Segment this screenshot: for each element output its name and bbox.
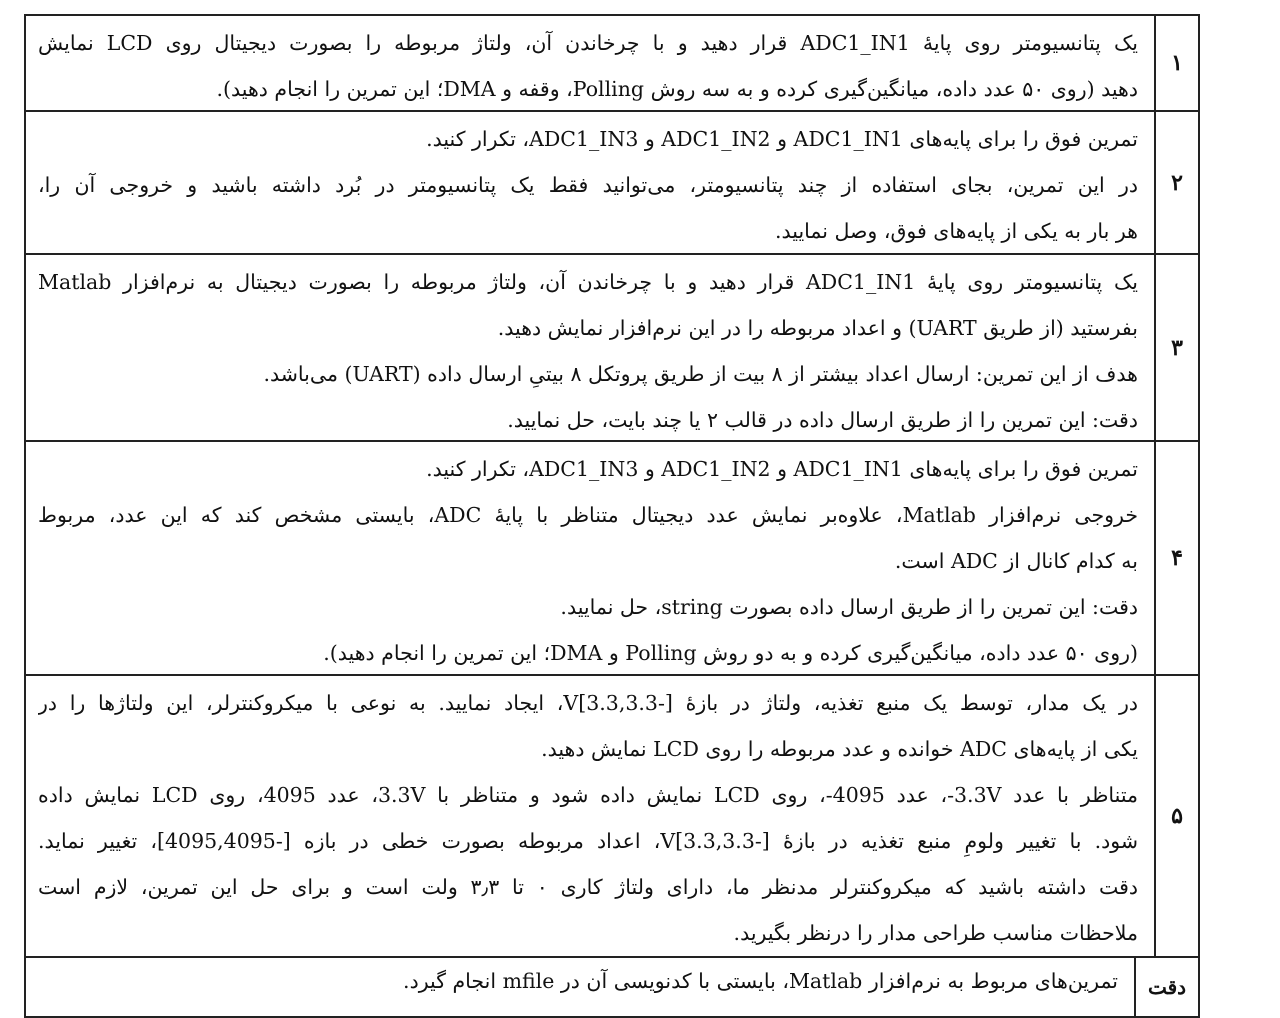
exercise-row-4 — [24, 442, 1200, 676]
text-line: دقت: این تمرین را از طریق ارسال داده در قالب ۲ یا چند بایت، حل نمایید. — [507, 408, 1138, 432]
text-line: دهید (روی ۵۰ عدد داده، میانگین‌گیری کرده و به سه روش Polling، وقفه و DMA؛ این تمرین را انجام دهید). — [216, 77, 1138, 101]
exercise-row-5 — [24, 676, 1200, 958]
text-line: تمرین فوق را برای پایه‌های ADC1_IN1 و ADC1_IN2 و ADC1_IN3، تکرار کنید. — [426, 127, 1138, 151]
text-line: در این تمرین، بجای استفاده از چند پتانسیومتر، می‌توانید فقط یک پتانسیومتر در بُرد داشته باشید و خروجی آن را، — [38, 173, 1138, 197]
text-line: در یک مدار، توسط یک منبع تغذیه، ولتاژ در بازهٔ [-3.3,3.3]V، ایجاد نمایید. به نوعی با میکروکنترلر، این ولتاژها را در — [38, 691, 1138, 715]
text-line: دقت: این تمرین را از طریق ارسال داده بصورت string، حل نمایید. — [560, 595, 1138, 619]
exercise-table — [24, 14, 1200, 1018]
text-line: هدف از این تمرین: ارسال اعداد بیشتر از ۸ بیت از طریق پروتکل ۸ بیتیِ ارسال داده (UART) می‌باشد. — [263, 362, 1138, 386]
text-line: متناظر با عدد ‎-3.3V، عدد ‎-4095، روی LCD نمایش داده شود و متناظر با 3.3V، عدد 4095، روی LCD نمایش داده — [38, 783, 1138, 807]
row-number: ۵ — [1154, 676, 1198, 956]
row-number: ۲ — [1154, 112, 1198, 253]
text-line: تمرین فوق را برای پایه‌های ADC1_IN1 و ADC1_IN2 و ADC1_IN3، تکرار کنید. — [426, 457, 1138, 481]
note-text: تمرین‌های مربوط به نرم‌افزار Matlab، بایستی با کدنویسی آن در mfile انجام گیرد. — [403, 969, 1118, 993]
row-text — [26, 676, 1154, 956]
row-number: ۳ — [1154, 255, 1198, 440]
note-label: دقت — [1134, 958, 1198, 1016]
exercise-row-2 — [24, 112, 1200, 255]
text-line: شود. با تغییر ولومِ منبع تغذیه در بازهٔ [-3.3,3.3]V، اعداد مربوطه بصورت خطی در بازه [-4095,4095]، تغییر نماید. — [38, 829, 1138, 853]
row-text — [26, 16, 1154, 110]
text-line: ملاحظات مناسب طراحی مدار را درنظر بگیرید. — [733, 921, 1138, 945]
note-row — [24, 958, 1200, 1018]
exercise-row-1 — [24, 16, 1200, 112]
row-text — [26, 442, 1154, 674]
text-line: دقت داشته باشید که میکروکنترلر مدنظر ما، دارای ولتاژ کاری ۰ تا ۳٫۳ ولت است و برای حل این تمرین، لازم است — [38, 875, 1138, 899]
text-line: یک پتانسیومتر روی پایهٔ ADC1_IN1 قرار دهید و با چرخاندن آن، ولتاژ مربوطه را بصورت دیجیتال به نرم‌افزار Matlab — [38, 270, 1138, 294]
row-text — [26, 255, 1154, 440]
row-number: ۴ — [1154, 442, 1198, 674]
row-number: ۱ — [1154, 16, 1198, 110]
text-line: به کدام کانال از ADC است. — [894, 549, 1138, 573]
row-text — [26, 112, 1154, 253]
text-line: بفرستید (از طریق UART) و اعداد مربوطه را در این نرم‌افزار نمایش دهید. — [497, 316, 1138, 340]
text-line: یک پتانسیومتر روی پایهٔ ADC1_IN1 قرار دهید و با چرخاندن آن، ولتاژ مربوطه را بصورت دیجیتال روی LCD نمایش — [38, 31, 1138, 55]
text-line: (روی ۵۰ عدد داده، میانگین‌گیری کرده و به دو روش Polling و DMA؛ این تمرین را انجام دهید). — [323, 641, 1138, 665]
text-line: یکی از پایه‌های ADC خوانده و عدد مربوطه را روی LCD نمایش دهید. — [541, 737, 1138, 761]
text-line: خروجی نرم‌افزار Matlab، علاوه‌بر نمایش عدد دیجیتال متناظر با پایهٔ ADC، بایستی مشخص کند که این عدد، مربوط — [38, 503, 1138, 527]
exercise-row-3 — [24, 255, 1200, 442]
text-line: هر بار به یکی از پایه‌های فوق، وصل نمایید. — [775, 219, 1138, 243]
note-text-cell — [26, 958, 1134, 1016]
